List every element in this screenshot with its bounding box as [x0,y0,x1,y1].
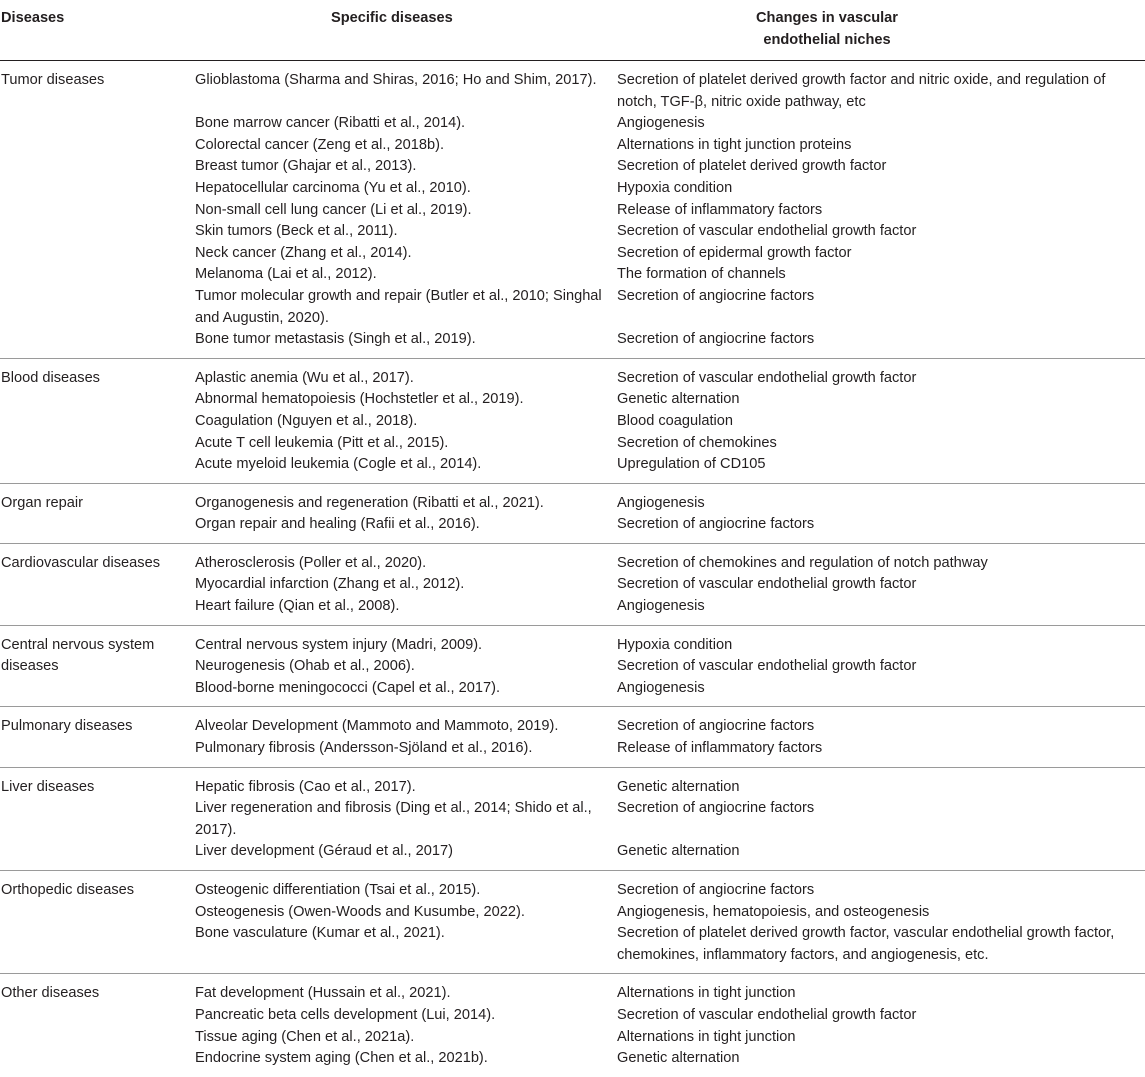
specific-disease: Acute myeloid leukemia (Cogle et al., 2014). [195,456,482,473]
changes-cell [617,70,1145,351]
disease-group [0,544,1145,626]
endothelial-change: Alternations in tight junction proteins [617,136,852,153]
specific-disease: Organogenesis and regeneration (Ribatti et al., 2021). [195,494,544,511]
specific-disease: Neck cancer (Zhang et al., 2014). [195,244,412,261]
specific-diseases-cell [195,777,617,863]
endothelial-change: Secretion of platelet derived growth factor and nitric oxide, and regulation of notch, TGF-β, nitric oxide pathway, etc [617,72,1106,110]
disease-group [0,768,1145,871]
endothelial-change: Genetic alternation [617,778,740,795]
specific-disease: Colorectal cancer (Zeng et al., 2018b). [195,136,445,153]
specific-disease: Hepatic fibrosis (Cao et al., 2017). [195,778,416,795]
specific-disease: Heart failure (Qian et al., 2008). [195,598,400,615]
disease-group [0,484,1145,544]
specific-disease: Central nervous system injury (Madri, 2009). [195,636,483,653]
endothelial-change: Hypoxia condition [617,636,733,653]
changes-cell [617,716,1145,759]
header-specific-diseases: Specific diseases [331,10,453,26]
disease-category: Tumor diseases [1,72,105,88]
specific-disease: Fat development (Hussain et al., 2021). [195,985,451,1002]
specific-diseases-cell [195,983,617,1069]
specific-diseases-cell [195,635,617,700]
endothelial-change: Alternations in tight junction [617,985,796,1002]
endothelial-change: Secretion of chemokines and regulation of notch pathway [617,554,988,571]
disease-group [0,707,1145,767]
changes-cell [617,983,1145,1069]
endothelial-change: The formation of channels [617,266,786,283]
disease-category: Pulmonary diseases [1,718,133,735]
endothelial-change: Secretion of platelet derived growth factor, vascular endothelial growth factor, chemokines, inflammatory factors, and angiogenesis, etc. [617,925,1115,963]
endothelial-change: Secretion of platelet derived growth factor [617,158,887,175]
endothelial-change: Secretion of vascular endothelial growth factor [617,369,917,386]
disease-group [0,871,1145,974]
disease-category: Central nervous system diseases [1,636,155,675]
specific-disease: Pulmonary fibrosis (Andersson-Sjöland et al., 2016). [195,740,533,757]
disease-category: Cardiovascular diseases [1,554,160,571]
specific-disease: Pancreatic beta cells development (Lui, 2014). [195,1006,496,1023]
specific-disease: Bone vasculature (Kumar et al., 2021). [195,925,445,942]
endothelial-change: Secretion of angiocrine factors [617,331,815,348]
specific-disease: Blood-borne meningococci (Capel et al., 2017). [195,679,501,696]
endothelial-change: Angiogenesis [617,494,705,511]
endothelial-change: Secretion of angiocrine factors [617,287,815,304]
endothelial-change: Secretion of angiocrine factors [617,718,815,735]
endothelial-change: Secretion of chemokines [617,434,777,451]
endothelial-change: Secretion of vascular endothelial growth factor [617,658,917,675]
endothelial-change: Secretion of vascular endothelial growth factor [617,576,917,593]
specific-diseases-cell [195,716,617,759]
disease-category: Orthopedic diseases [1,882,135,898]
endothelial-change: Secretion of vascular endothelial growth factor [617,1006,917,1023]
endothelial-change: Secretion of angiocrine factors [617,882,815,898]
endothelial-change: Secretion of vascular endothelial growth factor [617,223,917,240]
specific-disease: Breast tumor (Ghajar et al., 2013). [195,158,417,175]
specific-diseases-cell [195,493,617,536]
specific-diseases-cell [195,70,617,351]
endothelial-change: Genetic alternation [617,391,740,408]
specific-disease: Liver regeneration and fibrosis (Ding et al., 2014; Shido et al., 2017). [195,800,592,838]
endothelial-change: Secretion of epidermal growth factor [617,244,852,261]
header-diseases: Diseases [1,10,65,26]
endothelial-change: Angiogenesis [617,115,705,132]
changes-cell [617,553,1145,618]
header-changes [617,8,1037,51]
disease-category: Liver diseases [1,778,95,795]
endothelial-change: Angiogenesis, hematopoiesis, and osteogenesis [617,903,930,920]
specific-disease: Bone marrow cancer (Ribatti et al., 2014). [195,115,466,132]
specific-disease: Glioblastoma (Sharma and Shiras, 2016; Ho and Shim, 2017). [195,72,597,88]
endothelial-change: Angiogenesis [617,679,705,696]
specific-disease: Myocardial infarction (Zhang et al., 2012). [195,576,465,593]
endothelial-change: Genetic alternation [617,1050,740,1067]
disease-category: Other diseases [1,985,100,1002]
specific-disease: Organ repair and healing (Rafii et al., 2016). [195,516,480,533]
changes-cell [617,493,1145,536]
disease-category: Blood diseases [1,369,100,386]
specific-disease: Non-small cell lung cancer (Li et al., 2019). [195,201,472,218]
endothelial-change: Hypoxia condition [617,179,733,196]
specific-disease: Hepatocellular carcinoma (Yu et al., 2010). [195,179,471,196]
specific-disease: Acute T cell leukemia (Pitt et al., 2015). [195,434,449,451]
changes-cell [617,777,1145,863]
specific-disease: Tissue aging (Chen et al., 2021a). [195,1028,415,1045]
disease-category: Organ repair [1,494,83,511]
header-changes-line2: endothelial niches [763,31,891,48]
changes-cell [617,635,1145,700]
specific-diseases-cell [195,880,617,966]
disease-group [0,626,1145,708]
specific-disease: Osteogenesis (Owen-Woods and Kusumbe, 2022). [195,903,525,920]
table-header [0,0,1145,61]
specific-disease: Osteogenic differentiation (Tsai et al., 2015). [195,882,481,898]
specific-disease: Liver development (Géraud et al., 2017) [195,843,453,860]
specific-disease: Alveolar Development (Mammoto and Mammoto, 2019). [195,718,559,735]
specific-disease: Melanoma (Lai et al., 2012). [195,266,377,283]
specific-disease: Endocrine system aging (Chen et al., 2021b). [195,1050,488,1067]
specific-diseases-cell [195,553,617,618]
specific-disease: Aplastic anemia (Wu et al., 2017). [195,369,414,386]
disease-group [0,974,1145,1076]
changes-cell [617,880,1145,966]
specific-disease: Bone tumor metastasis (Singh et al., 2019). [195,331,476,348]
specific-disease: Neurogenesis (Ohab et al., 2006). [195,658,415,675]
specific-disease: Skin tumors (Beck et al., 2011). [195,223,398,240]
endothelial-change: Blood coagulation [617,412,734,429]
specific-disease: Coagulation (Nguyen et al., 2018). [195,412,418,429]
table-body [0,61,1145,1077]
disease-group [0,61,1145,359]
endothelial-change: Release of inflammatory factors [617,740,823,757]
disease-group [0,359,1145,484]
endothelial-change: Genetic alternation [617,843,740,860]
endothelial-change: Release of inflammatory factors [617,201,823,218]
specific-diseases-cell [195,368,617,476]
changes-cell [617,368,1145,476]
header-changes-line1: Changes in vascular [756,10,898,26]
endothelial-change: Upregulation of CD105 [617,456,766,473]
specific-disease: Atherosclerosis (Poller et al., 2020). [195,554,427,571]
endothelial-change: Secretion of angiocrine factors [617,800,815,817]
specific-disease: Tumor molecular growth and repair (Butler et al., 2010; Singhal and Augustin, 2020). [195,287,602,326]
specific-disease: Abnormal hematopoiesis (Hochstetler et al., 2019). [195,391,524,408]
endothelial-change: Secretion of angiocrine factors [617,516,815,533]
endothelial-change: Alternations in tight junction [617,1028,796,1045]
endothelial-change: Angiogenesis [617,598,705,615]
